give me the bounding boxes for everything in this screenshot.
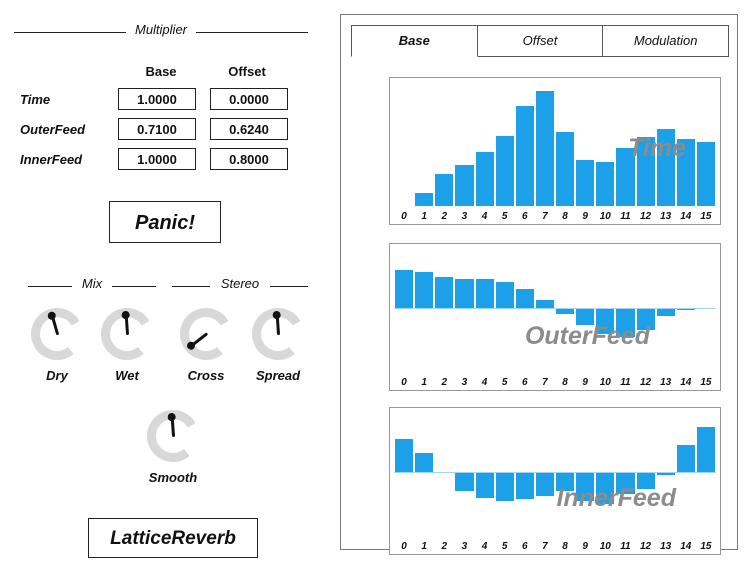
bar: [455, 472, 473, 491]
knob-smooth-label: Smooth: [148, 470, 198, 485]
mix-legend: Mix: [81, 276, 103, 291]
x-tick-label: 8: [562, 211, 568, 222]
column-header-base: Base: [145, 64, 177, 79]
stereo-legend: Stereo: [220, 276, 260, 291]
x-tick-label: 10: [599, 541, 611, 552]
bar: [496, 472, 514, 501]
x-tick-label: 12: [640, 211, 652, 222]
x-tick-label: 12: [640, 541, 652, 552]
bar-column[interactable]: [434, 78, 454, 224]
row-label-innerfeed: InnerFeed: [20, 152, 83, 167]
graph-time-title: Time: [628, 134, 686, 162]
panic-button[interactable]: Panic!: [109, 201, 221, 243]
bar: [516, 472, 534, 499]
x-tick-label: 11: [620, 377, 631, 388]
bar-column[interactable]: [515, 78, 535, 224]
bar: [616, 472, 634, 494]
bar: [556, 472, 574, 491]
bar-column[interactable]: [394, 244, 414, 390]
bar-column[interactable]: [454, 244, 474, 390]
x-tick-label: 7: [542, 541, 548, 552]
x-tick-label: 9: [582, 211, 588, 222]
x-tick-label: 14: [680, 377, 692, 388]
mix-legend-line-right: [112, 286, 156, 287]
bar-column[interactable]: [656, 408, 676, 554]
right-graph-panel: [340, 14, 738, 550]
plugin-title: LatticeReverb: [88, 518, 258, 558]
bar-column[interactable]: [515, 408, 535, 554]
bar-column[interactable]: [595, 244, 615, 390]
graph-outerfeed[interactable]: [389, 243, 721, 391]
field-outerfeed-offset[interactable]: 0.6240: [210, 118, 288, 140]
bar-column[interactable]: [495, 78, 515, 224]
knob-dry-label: Dry: [46, 368, 68, 383]
knob-spread[interactable]: [252, 308, 304, 360]
x-tick-label: 5: [501, 541, 508, 552]
knob-cross-label: Cross: [187, 368, 225, 383]
bar-column[interactable]: [615, 408, 635, 554]
bar-column[interactable]: [454, 408, 474, 554]
bar: [657, 308, 675, 316]
bar-column[interactable]: [434, 244, 454, 390]
graph-outerfeed-title: OuterFeed: [524, 322, 650, 350]
bar: [576, 308, 594, 325]
left-control-panel: [8, 8, 322, 560]
bar-column[interactable]: [656, 78, 676, 224]
bar: [637, 137, 655, 206]
bar-column[interactable]: [394, 78, 414, 224]
bar-column[interactable]: [414, 244, 434, 390]
bar: [637, 472, 655, 489]
x-tick-label: 6: [522, 211, 528, 222]
multiplier-legend-line-right: [196, 32, 308, 33]
bar-column[interactable]: [636, 78, 656, 224]
bar-column[interactable]: [676, 244, 696, 390]
bar-column[interactable]: [394, 408, 414, 554]
bar: [576, 472, 594, 501]
bar-column[interactable]: [575, 78, 595, 224]
x-tick-label: 8: [562, 377, 568, 388]
field-outerfeed-base[interactable]: 0.7100: [118, 118, 196, 140]
knob-dry[interactable]: [31, 308, 83, 360]
stereo-group: [172, 276, 308, 396]
graph-outerfeed-bars[interactable]: [394, 244, 716, 390]
field-innerfeed-offset[interactable]: 0.8000: [210, 148, 288, 170]
graph-time-bars[interactable]: [394, 78, 716, 224]
bar: [616, 308, 634, 337]
knob-cross[interactable]: [180, 308, 232, 360]
bar: [536, 300, 554, 308]
x-tick-label: 1: [421, 211, 427, 222]
x-tick-label: 11: [620, 211, 631, 222]
bar: [657, 129, 675, 206]
bar: [677, 445, 695, 472]
bar: [395, 439, 413, 472]
x-tick-label: 3: [461, 541, 468, 552]
bar: [637, 308, 655, 330]
x-tick-label: 9: [582, 541, 588, 552]
bar: [395, 270, 413, 308]
bar-column[interactable]: [515, 244, 535, 390]
bar-column[interactable]: [636, 408, 656, 554]
x-tick-label: 2: [441, 541, 448, 552]
bar-column[interactable]: [414, 408, 434, 554]
bar-column[interactable]: [595, 78, 615, 224]
knob-smooth[interactable]: [147, 410, 199, 462]
x-tick-label: 14: [680, 211, 692, 222]
bar: [415, 272, 433, 308]
bar: [596, 308, 614, 334]
knob-wet[interactable]: [101, 308, 153, 360]
mix-legend-line-left: [28, 286, 72, 287]
graph-innerfeed[interactable]: [389, 407, 721, 555]
bar-column[interactable]: [595, 408, 615, 554]
bar-column[interactable]: [535, 408, 555, 554]
x-tick-label: 4: [481, 211, 488, 222]
x-tick-label: 6: [522, 541, 528, 552]
bar: [476, 472, 494, 498]
tab-base[interactable]: Base: [351, 25, 478, 57]
bar-column[interactable]: [475, 78, 495, 224]
bar: [516, 289, 534, 308]
bar: [496, 282, 514, 308]
x-tick-label: 15: [700, 541, 712, 552]
bar: [697, 142, 715, 206]
knob-wet-label: Wet: [115, 368, 139, 383]
bar-column[interactable]: [696, 244, 716, 390]
x-tick-label: 12: [640, 377, 652, 388]
bar: [496, 136, 514, 206]
bar: [556, 132, 574, 206]
x-tick-label: 1: [421, 377, 427, 388]
x-tick-label: 13: [660, 377, 672, 388]
bar-column[interactable]: [676, 78, 696, 224]
bar: [697, 427, 715, 472]
field-time-base[interactable]: 1.0000: [118, 88, 196, 110]
x-tick-label: 5: [501, 211, 508, 222]
bar: [677, 139, 695, 206]
row-label-time: Time: [20, 92, 51, 107]
x-tick-label: 0: [401, 541, 407, 552]
bar: [415, 453, 433, 472]
x-tick-label: 10: [599, 377, 611, 388]
x-tick-label: 13: [660, 211, 672, 222]
bar: [476, 279, 494, 308]
bar-column[interactable]: [555, 244, 575, 390]
bar: [576, 160, 594, 206]
bar-column[interactable]: [535, 78, 555, 224]
bar: [536, 472, 554, 496]
multiplier-legend-line-left: [14, 32, 126, 33]
x-tick-label: 2: [441, 377, 448, 388]
x-tick-label: 13: [660, 541, 672, 552]
graph-innerfeed-bars[interactable]: [394, 408, 716, 554]
x-tick-label: 10: [599, 211, 611, 222]
bar-column[interactable]: [636, 244, 656, 390]
bar-column[interactable]: [475, 244, 495, 390]
x-tick-label: 0: [401, 377, 407, 388]
x-tick-label: 1: [421, 541, 427, 552]
bar-column[interactable]: [696, 408, 716, 554]
row-label-outerfeed: OuterFeed: [20, 122, 86, 137]
field-time-offset[interactable]: 0.0000: [210, 88, 288, 110]
bar-column[interactable]: [656, 244, 676, 390]
bar-column[interactable]: [454, 78, 474, 224]
bar-column[interactable]: [575, 244, 595, 390]
column-header-offset: Offset: [228, 64, 266, 79]
tab-bar: [351, 25, 729, 57]
x-tick-label: 0: [401, 211, 407, 222]
x-tick-label: 8: [562, 541, 568, 552]
bar-column[interactable]: [696, 78, 716, 224]
bar-column[interactable]: [575, 408, 595, 554]
x-tick-label: 15: [700, 211, 712, 222]
x-tick-label: 3: [461, 211, 468, 222]
bar-column[interactable]: [676, 408, 696, 554]
x-tick-label: 11: [620, 541, 631, 552]
x-tick-label: 3: [461, 377, 468, 388]
bar-column[interactable]: [535, 244, 555, 390]
bar-column[interactable]: [615, 244, 635, 390]
x-tick-label: 2: [441, 211, 448, 222]
bar: [616, 148, 634, 206]
x-tick-label: 9: [582, 377, 588, 388]
bar-column[interactable]: [495, 408, 515, 554]
knob-spread-label: Spread: [255, 368, 301, 383]
bar-column[interactable]: [414, 78, 434, 224]
bar-column[interactable]: [555, 78, 575, 224]
x-tick-label: 6: [522, 377, 528, 388]
x-tick-label: 7: [542, 211, 548, 222]
mix-group: [28, 276, 156, 396]
tab-modulation[interactable]: Modulation: [603, 25, 729, 57]
x-tick-label: 4: [481, 541, 488, 552]
x-tick-label: 5: [501, 377, 508, 388]
bar: [596, 162, 614, 206]
graph-innerfeed-title: InnerFeed: [556, 484, 676, 512]
stereo-legend-line-left: [172, 286, 210, 287]
bar-column[interactable]: [475, 408, 495, 554]
bar: [536, 91, 554, 206]
graph-time[interactable]: [389, 77, 721, 225]
multiplier-legend: Multiplier: [134, 22, 187, 37]
x-tick-label: 14: [680, 541, 692, 552]
bar: [455, 279, 473, 308]
x-tick-label: 7: [542, 377, 548, 388]
bar: [476, 152, 494, 206]
bar: [435, 277, 453, 308]
stereo-legend-line-right: [270, 286, 308, 287]
field-innerfeed-base[interactable]: 1.0000: [118, 148, 196, 170]
x-tick-label: 15: [700, 377, 712, 388]
bar-column[interactable]: [615, 78, 635, 224]
bar: [596, 472, 614, 504]
zero-line: [394, 472, 716, 473]
bar: [455, 165, 473, 206]
multiplier-group: [14, 22, 308, 182]
zero-line: [394, 308, 716, 309]
bar-column[interactable]: [434, 408, 454, 554]
x-tick-label: 4: [481, 377, 488, 388]
bar: [435, 174, 453, 206]
bar-column[interactable]: [555, 408, 575, 554]
bar: [415, 193, 433, 206]
tab-offset[interactable]: Offset: [478, 25, 604, 57]
bar-column[interactable]: [495, 244, 515, 390]
bar: [516, 106, 534, 206]
